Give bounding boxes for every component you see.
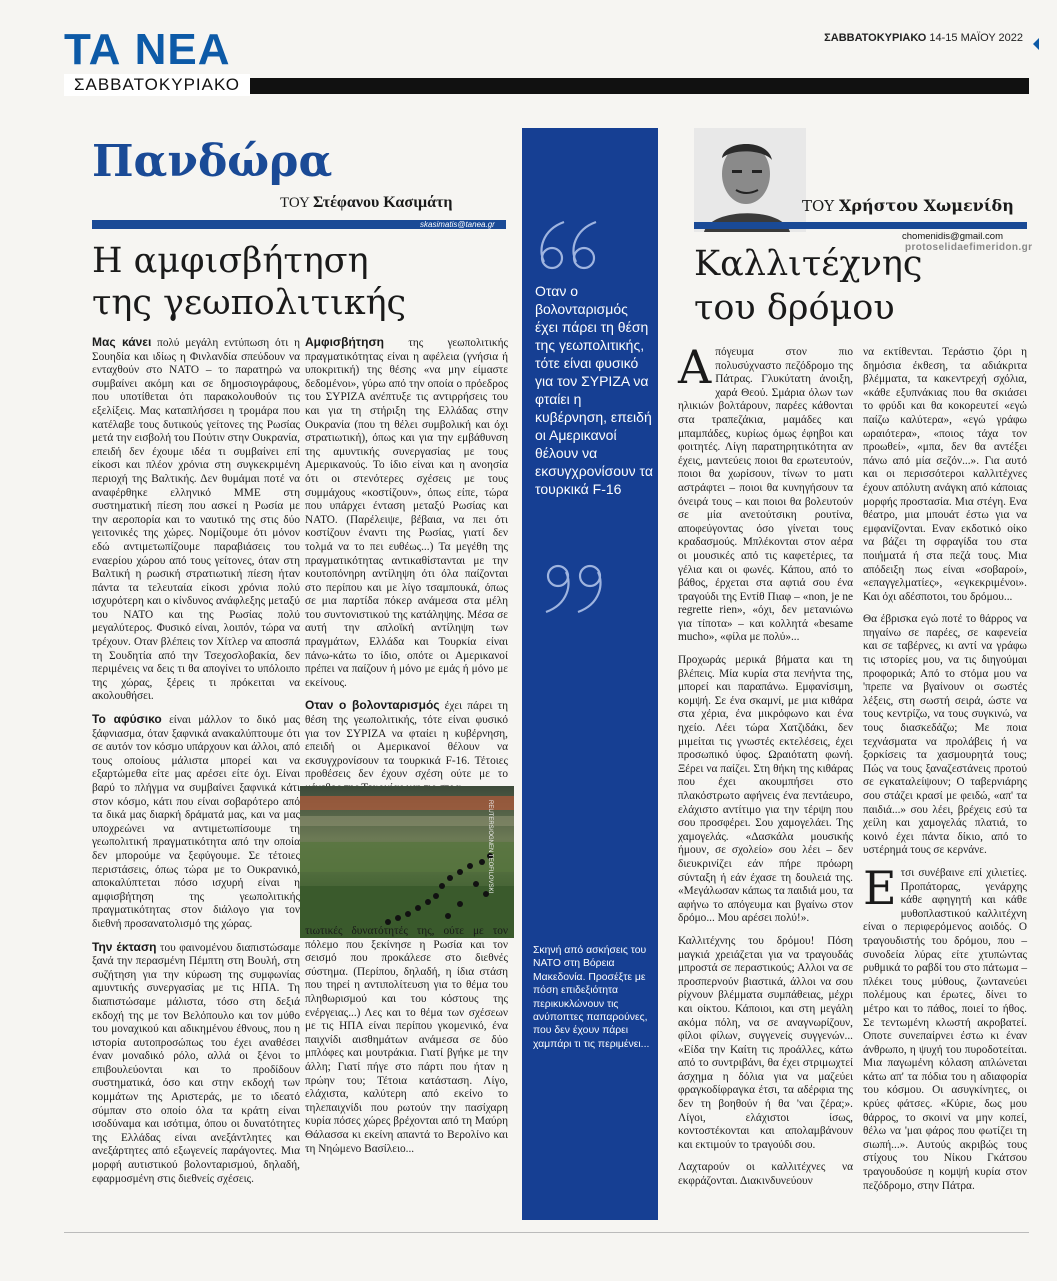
paragraph (92, 941, 300, 1187)
left-byline (280, 194, 452, 212)
watermark: protoselidaefimeridon.gr (905, 242, 1033, 253)
masthead-brand: ΤΑ ΝΕΑ (64, 25, 231, 74)
lead-in: Αμφισβήτηση (305, 335, 385, 349)
paragraph (92, 713, 300, 932)
paragraph: Προχωράς μερικά βήματα και τη βλέπεις. Μία κυρία στα πενήντα της, μπορεί και παραπάνω. Εμφανίσιμη, κομψή. Σε ένα σκαμνί, με μια κιθάρα στα χέρια, ένα μικρόφωνο και ένα ηχείο. Λέει τώρα Χατζιδάκι, δεν μιμείται τις γνωστές εκτελέσεις, έχει προσωπικό ύφος. Ωραιότατη φωνή. Ξέρει να παίζει. Στη θήκη της κιθάρας που έχει ακουμπήσει στο πλακόστρωτο αφήνεις ένα πεντάευρο, ελάχιστο αντίτιμο για την τέρψη που σου προσφέρει. Σου χαμογελάει. Της χαμογελάς. «Δασκάλα μουσικής ήμουν, σε σχολείο» σου λέει – δεν διευκρινίζει εάν πήρε πρόωρη σύνταξη ή εάν έχασε τη δουλειά της. «Μεγάλωσαν κάπως τα παιδιά μου, τα αφήνω το απόγευμα και βγαίνω στον δρόμο... Μου αρέσει πολύ!». (678, 654, 853, 925)
paragraph-text: πόγευμα στον πιο πολυσύχναστο πεζόδρομο της Πάτρας. Γλυκύτατη άνοιξη, χαρά Θεού. Σμάρια όλων των ηλικιών βολτάρουν, παρέες κάθονται στα τραπεζάκια, μαμάδες και μπαμπάδες, κυρίως όμως έφηβοι και φοιτητές. Λίγη παρατηρητικότητα αν έχεις, μαντεύεις ποιοι θα ερωτευτούν, ποιοι θα χωρίσουν, τίνων το ματι αστράφτει – ποιοι θα κυνηγήσουν τα όνειρά τους – και ποιοι θα βολευτούν σε μία ανετούτσικη ρουτίνα, αποφεύγοντας όσο γίνεται τους κραδασμούς. Μπλέκονται στον αέρα οι μουσικές από τις καφετέριες, τα γέλια και οι φωνές. Κάπου, από το βάθος, έρχεται στα αφτιά σου ένα τραγούδι της Εντίθ Πιαφ – «non, je ne regrette rien», «όχι, δεν μετανιώνω για τίποτα» – και κολλητά «besame mucho», «φίλα με πολύ»... (678, 346, 853, 644)
right-author: Χρήστου Χωμενίδη (839, 196, 1014, 215)
open-quote-icon (536, 214, 606, 274)
paragraph (305, 699, 508, 795)
paragraph: να εκτίθενται. Τεράστιο ζόρι η δημόσια έκθεση, τα αδιάκριτα βλέμματα, τα κακεντρεχή σχόλια, «κάθε εξυπνάκιας που θα σκιάσει το φρύδι και θα κοκορευτεί «εγώ παίζω καλύτερα», «εγώ γράφω ωραιότερα», «ποιος τάχα τον προωθεί», «μπα, δεν θα αντέξει πάνω από μία σεζόν...». Για αυτό και οι περισσότεροι καλλιτέχνες έχουν απόλυτη ανάγκη από κάποιας μορφής προστασία. Μια στέγη. Ενα θέατρο, μια μπουάτ έστω για να εμφανίζονται. Εναν εκδοτικό οίκο να βάζει τη σφραγίδα του στα ποιήματά ή στα πεζά τους. Μια απόδειξη πως είναι «σοβαροί», «επαγγελματίες», «εγκεκριμένοι». Και όχι αδέσποτοι, του δρόμου... (863, 346, 1027, 603)
left-email: skasimatis@tanea.gr (420, 220, 495, 229)
paragraph: Καλλιτέχνης του δρόμου! Πόση μαγκιά χρειάζεται για να τραγουδάς μπροστά σε περαστικούς; Αλλοι να σε προσπερνούν βιαστικά, άλλοι να σου ρίχνουν βλέμματα συμπάθειας, μέχρι και οίκτου. Κάποιοι, και στη μεγάλη ακόμα πόλη, να σε αναγνωρίζουν, φίλοι φίλων, συγγενείς συγγενών... «Είδα την Καίτη τις προάλλες, κάτω από το συντριβάνι, θα έχει στριμωχτεί άσχημα η δόλια για να μαζεύει φραγκοδίφραγκα έτσι, τα αδέρφια της δεν τη βοηθούν ή θα 'ναι ζέρα;». Λίγοι, ελάχιστοι ίσως, κοντοστέκονται και απολαμβάνουν και εκτιμούν το τραγούδι σου. (678, 934, 853, 1151)
right-column-2 (863, 346, 1027, 1202)
author-portrait (694, 128, 806, 232)
left-author: Στέφανου Κασιμάτη (313, 194, 453, 211)
masthead-subtitle: ΣΑΒΒΑΤΟΚΥΡΙΑΚΟ (64, 74, 250, 96)
paragraph-text: τσι συνέβαινε επί χιλιετίες. Προπάτορας, γενάρχης κάθε αφηγητή και κάθε μυθοπλαστικού καλλιτέχνη είναι ο περιφερόμενος αοιδός. Ο τραγουδιστής του δρόμου, που – συνοδεία λύρας είτε χτυπώντας ρυθμικά το ραβδί του στο πάτωμα – πλέκει τους μύθους, ζωντανεύει πολέμους και έρωτες, δίνει το μέτρο και το πάθος, ποιεί το ήθος. Σε τεντωμένη κλωστή ακροβατεί. Οποτε συνεπαίρνει έστω κι έναν άνθρωπο, η ψυχή του πυροδοτείται. Μια παγωμένη κόλαση απλώνεται κάτω απ' τα πόδια του η αδιαφορία του κόσμου. Οι ασυγκίνητες, οι κρύες φάτσες. «Κύριε, δως μου θάρρος, το σκοινί να μην κοπεί, θέλω να 'μαι φάρος που φωτίζει τη σιωπή...». Αυτούς ακριβώς τους στίχους του Νίκου Γκάτσου τραγουδούσε η κομψή κυρία στον πεζόδρομο, στην Πάτρα. (863, 866, 1027, 1192)
page-marker-icon (1033, 38, 1039, 50)
paragraph-text: της γεωπολιτικής πραγματικότητας είναι η αφέλεια (γνήσια ή υποκριτική) της θέσης «να μην είμαστε δεδομένοι», γύρω από την οποία ο πρόεδρος του ΣΥΡΙΖΑ ανέπτυξε τις αντιρρήσεις του και για τη στήριξη της Ελλάδας στην Ουκρανία (που τη θέλει συμβολική και όχι στρατιωτική), όπως και για την εμβάθυνση της αμυντικής συνεργασίας με τους Αμερικανούς. Το ίδιο είναι και η ανοησία ότι οι στενότερες σχέσεις με τους συμμάχους «κοστίζουν», όπως είπε, τώρα που υπάρχει ένταση μεταξύ Ρωσίας και ΝΑΤΟ. (Παρέλειψε, βέβαια, να πει ότι κοστίζουν έναντι της Ρωσίας, γιατί δεν τολμά να το πει ευθέως...) Τα μεγέθη της πραγματικότητας αντικαθίστανται με την κουτοπόνηρη αντίληψη ότι όλα παίζονται στο περίπου και με λίγο τσαμπουκά, όπως σε μια παρτίδα πόκερ ανάμεσα στα μέλη του συντονιστικού της κατάληψης. Μέσα σε αυτή την απλοϊκή αντίληψη των πραγμάτων, Ελλάδα και Τουρκία είναι πάνω-κάτω το ίδιο, οπότε οι Αμερικανοί πρέπει να παίζουν ή μόνο με εμάς ή μόνο με εκείνους. (305, 337, 508, 689)
drop-cap: Ε (863, 860, 897, 915)
paragraph: Λαχταρούν οι καλλιτέχνες να εκφράζονται. Διακινδυνεύουν (678, 1161, 853, 1188)
paragraph (92, 336, 300, 704)
pull-quote: Οταν ο βολονταρισμός έχει πάρει τη θέση της γεωπολιτικής, τότε είναι φυσικό για τον ΣΥΡΙΖΑ να φταίει η κυβέρνηση, επειδή οι Αμερικανοί θέλουν να εκσυγχρονίσουν τα τουρκικά F-16 (535, 283, 653, 497)
photo-illustration (300, 786, 514, 938)
close-quote-icon (536, 560, 606, 620)
lead-in: Οταν ο βολονταρισμός (305, 698, 440, 713)
right-headline (694, 242, 923, 330)
left-headline-line2: της γεωπολιτικής (92, 283, 407, 323)
lead-in: Το αφύσικο (92, 712, 162, 727)
left-column-1 (92, 336, 300, 1195)
paragraph: Θα έβρισκα εγώ ποτέ το θάρρος να πηγαίνω σε παρέες, σε καφενεία και σε ταβέρνες, κι αντί να γράφω τις ιστορίες μου, να τις διηγούμαι προφορικά; Από το στόμα μου να 'πρεπε να βγαίνουν οι σωστές λέξεις, στη σωστή σειρά, ώστε να τους κεντρίζω, να τους συγκινώ, να τους διασκεδάζω; Με ποια τεχνάσματα να προλάβεις ή να ξορκίσεις τα χασμουρητά τους; Πώς να τους ξαναζεστάνεις προτού σε εγκαταλείψουν; Ο ταβερνιάρης σου στάζει κρασί με φειδώ, «απ' τα παιδιά...» σου λέει, βρέχεις εσύ τα χείλη και χαμογελάς πλατιά, το κοινό έχει πάντα δίκιο, από το υστέρημά τους σε κερνάνε. (863, 613, 1027, 857)
left-column-2-continued (305, 925, 508, 1165)
lead-in: Μας κάνει (92, 335, 152, 349)
byline-prefix: ΤΟΥ (280, 195, 310, 211)
paragraph-text: πολύ μεγάλη εντύπωση ότι η Σουηδία και ιδίως η Φινλανδία σπεύδουν να ενταχθούν στο ΝΑΤΟ – το παρατηρώ να συμβαίνει ακόμη και σε δημοσιογράφους, που υποτίθεται ότι παρακολουθούν τις εξελίξεις. Μας καταπλήσσει η τρομάρα που κατέλαβε τους δυτικούς γείτονες της Ρωσίας μετά την εισβολή του Πούτιν στην Ουκρανία, επειδή δεν έχουμε ιδέα τι συμβαίνει επί είκοσι και πλέον χρόνια στη συγκεκριμένη περιοχή της Βαλτικής. Δεν θυμάμαι ποτέ να αναφέρθηκε ελληνικό ΜΜΕ στη συστηματική πίεση που ασκεί η Ρωσία με την αεροπορία και το ναυτικό της στις δύο γειτονικές της χώρες. Νομίζουμε ότι μόνον εδώ αντιμετωπίζουμε παραβιάσεις του εναερίου χώρου από τους γείτονες, όταν στη Βαλτική η ρωσική στρατιωτική πίεση ήταν πάντα τα τελευταία είκοσι χρόνια πολύ ισχυρότερη και ο κίνδυνος ανάφλεξης μεταξύ του ΝΑΤΟ και της Ρωσίας πολύ μεγαλύτερος. Φυσικό είναι, λοιπόν, τώρα να τρέχουν. Οταν βλέπεις τον Χίτλερ να αποσπά τη Σουδητία από την Τσεχοσλοβακία, δεν περιμένεις να δεις τι θα απογίνει το υπόλοιπο της χώρας, ξέρεις τι πρόκειται να ακολουθήσει. (92, 337, 301, 703)
bottom-rule (64, 1232, 1029, 1233)
right-byline (802, 196, 1014, 215)
section-title: Πανδώρα (92, 136, 333, 187)
right-header-rule (694, 222, 1027, 229)
drop-cap: Α (678, 340, 712, 394)
right-column-1 (678, 340, 853, 1198)
paragraph: τιωτικές δυνατότητές της, ούτε με τον πόλεμο που ξεκίνησε η Ρωσία και τον σεισμό που προκάλεσε στο διεθνές σύστημα. (Περίπου, δηλαδή, η ίδια στάση που τηρεί η αντιπολίτευση για το θέμα του πληθωρισμού και του κόστους της ενέργειας...) Λες και το θέμα των σχέσεων με τις ΗΠΑ είναι περίπου γκομενικό, ένα παιχνίδι αισθημάτων ανάμεσα σε δύο μπλόφες και μουτράκια. Γιατί βγήκε με την άλλη; Γιατί πήγε στο πάρτι που ήταν η πρώην του; Τέτοια κατάσταση. Λίγο, ελάχιστα, καλύτερη από εκείνο το τηλεπαιχνίδι που ρωτούν την πασίχαρη κυρία πόσες χώρες βρέχονται από τη Μαύρη Θάλασσα κι εκείνη απαντά το Βερολίνο και τη Νηώμενο Βασίλειο... (305, 925, 508, 1155)
right-headline-line2: του δρόμου (694, 288, 895, 328)
date: 14-15 ΜΑΪΟΥ 2022 (929, 32, 1023, 44)
left-column-2 (305, 336, 508, 805)
paragraph-text: είναι μάλλον το δικό μας ξάφνιασμα, όταν ξαφνικά ανακαλύπτουμε ότι σε αυτόν τον κόσμο υπάρχουν και άλλοι, από τους οποίους μάλιστα μπορεί και να εξαρτώμεθα είτε μας αρέσει είτε όχι. Είναι βαρύ το πλήγμα να συμβαίνει ξαφνικά κάτι στον κόσμο, κάτι που είναι σοβαρότερο από τα δικά μας διαρκή δράματά μας, και να μας υποχρεώνει να αντιμετωπίσουμε τη γεωπολιτική πραγματικότητα από την οποία δεν μπορούμε να ξεφύγουμε. Σε τέτοιες περιστάσεις, όπως τώρα με το Ουκρανικό, αποκαλύπτεται πόσο ισχυρή είναι η αμφισβήτηση της γεωπολιτικής πραγματικότητας στον διάλογο για τον διεθνή προσανατολισμό της χώρας. (92, 714, 301, 930)
photo-credit: REUTERS/OGNEN TEOFILOVSKI (487, 800, 493, 894)
left-headline-line1: Η αμφισβήτηση (92, 241, 369, 281)
paragraph-text: του φαινομένου διαπιστώσαμε ξανά την περασμένη Πέμπτη στη Βουλή, στη συζήτηση για την κύρωση της συμφωνίας αμυντικής συνεργασίας με τις ΗΠΑ. Τη διαπιστώσαμε μάλιστα, τόσο στη δεξιά εκδοχή της με τον Βελόπουλο και τον μύθο του μοναχικού και αδικημένου έθνους, που η ιστορία αυτοπροσώπως του έχει αναθέσει έναν μοναδικό ρόλο, αλλά οι ξένοι το επιβουλεύονται και το προδίδουν συστηματικά, όσο και στην εκδοχή των κομμάτων της Αριστεράς, με το ιδεατό σύμπαν στο οποίο όλα τα κράτη είναι ισοδύναμα και ισότιμα, όπου οι δυνατότητες της Ελλάδας είναι ανεξάντλητες και ανεξάρτητες από εξωγενείς παράγοντες. Μια μορφή αυτιστικού βολονταρισμού, δηλαδή, εφαρμοσμένη στις διεθνείς σχέσεις. (92, 941, 300, 1185)
photo-caption: Σκηνή από ασκήσεις του ΝΑΤΟ στη Βόρεια Μακεδονία. Προσέξτε με πόση επιδεξιότητα περικυκλώνουν τις ανύποπτες παπαρούνες, που δεν έχουν πάρει χαμπάρι τι τις περιμένει... (533, 945, 650, 1050)
lead-in: Την έκταση (92, 939, 157, 954)
right-headline-line1: Καλλιτέχνης (694, 244, 923, 284)
paragraph (678, 340, 853, 645)
paragraph (305, 336, 508, 690)
right-email: chomenidis@gmail.com (902, 231, 1003, 242)
nato-exercise-photo (300, 786, 514, 938)
dateline (824, 32, 1023, 44)
paragraph-text: έχει πάρει τη θέση της γεωπολιτικής, τότε είναι φυσικό για τον ΣΥΡΙΖΑ να φταίει η κυβέρνηση, επειδή οι Αμερικανοί θέλουν να εκσυγχρονίσουν τα τουρκικά F-16. Τέτοιες προθέσεις δεν έχουν σχέση ούτε με το (305, 700, 508, 781)
byline-prefix: ΤΟΥ (802, 197, 835, 215)
day-label: ΣΑΒΒΑΤΟΚΥΡΙΑΚΟ (824, 32, 927, 44)
author-portrait-illustration (694, 128, 806, 232)
left-headline (92, 240, 512, 324)
paragraph (863, 860, 1027, 1193)
